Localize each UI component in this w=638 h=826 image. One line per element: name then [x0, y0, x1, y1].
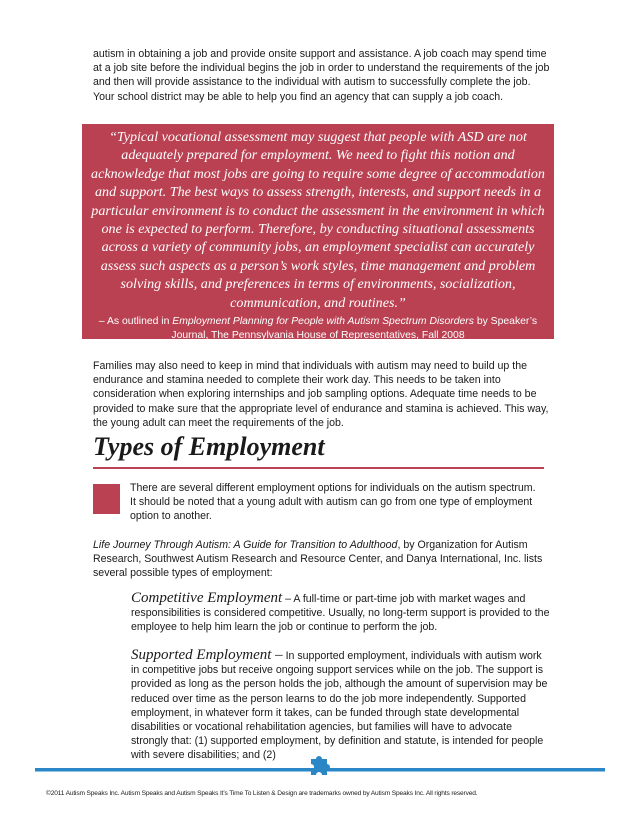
definition-competitive — [131, 591, 551, 635]
intro-paragraph: autism in obtaining a job and provide onsite support and assistance. A job coach may spend time at a job site before the individual begins the job in order to understand the requirements of the job and then will provide assistance to the individual with autism to successfully complete the job. Your school district may be able to help you find an agency that can supply a job coach. — [93, 48, 550, 103]
decorative-square — [93, 484, 120, 514]
definition-text: In supported employment, individuals with autism work in competitive jobs but receive ongoing support services while on the job. The support is provided as long as the person holds the job, although the amount of supervision may be reduced over time as the person learns to do the job more independently. Supported employment, in whatever form it takes, can be funded through state developmental disabilities or vocational rehabilitation agencies, but families will have to advocate strongly that: (1) supported employment, by definition and statute, is intended for people with severe disabilities; and (2) — [131, 650, 548, 762]
attribution-title: Employment Planning for People with Autism Spectrum Disorders — [172, 316, 474, 328]
source-rest: , by Organization for Autism Research, Southwest Autism Research and Resource Center, and Danya International, Inc. lists several possible types of employment: — [93, 539, 543, 580]
attribution-prefix: – As outlined in — [98, 316, 173, 328]
definition-supported — [131, 648, 551, 763]
footer-copyright: ©2011 Autism Speaks Inc. Autism Speaks and Autism Speaks It’s Time To Listen & Design are trademarks owned by Autism Speaks Inc. All rights reserved. — [46, 790, 478, 797]
source-title: Life Journey Through Autism: A Guide for Transition to Adulthood — [93, 539, 398, 551]
families-paragraph: Families may also need to keep in mind that individuals with autism may need to build up the endurance and stamina needed to complete their work day. This needs to be taken into consideration when exploring internships and job sampling options. Adequate time needs to be provided to make sure that the appropriate level of endurance and stamina is achieved. This way, the young adult can meet the requirements of the job. — [93, 360, 549, 429]
section-intro: There are several different employment options for individuals on the autism spectrum. It should be noted that a young adult with autism can go from one type of employment option to another. — [130, 482, 536, 523]
definition-term: Competitive Employment — [131, 590, 283, 606]
definition-text: – A full-time or part-time job with market wages and responsibilities is considered competitive. Usually, no long-term support is provided to the employee to help him learn the job or continue to perform the job. — [131, 593, 550, 634]
quote-box — [82, 124, 554, 342]
attribution-suffix: by Speaker’s Journal, The Pennsylvania House of Representatives, Fall 2008 — [171, 316, 538, 342]
section-title: Types of Employment — [93, 432, 325, 461]
quote-attribution — [86, 315, 550, 343]
puzzle-piece-icon — [306, 752, 332, 778]
quote-text: “Typical vocational assessment may suggest that people with ASD are not adequately prepared for employment. We need to fight this notion and acknowledge that most jobs are going to require some degree of accommodation and support. The best ways to assess strength, interests, and support needs in a particular environment is to conduct the assessment in the environment in which one is expected to perform. Therefore, by conducting situational assessments across a variety of community jobs, an employment specialist can accurately assess such aspects as a person’s work styles, time management and problem solving skills, and preferences in terms of environments, socialization, communication, and routines.” — [91, 129, 545, 311]
definition-term: Supported Employment – — [131, 647, 283, 663]
title-rule — [93, 467, 544, 469]
source-paragraph — [93, 538, 551, 581]
